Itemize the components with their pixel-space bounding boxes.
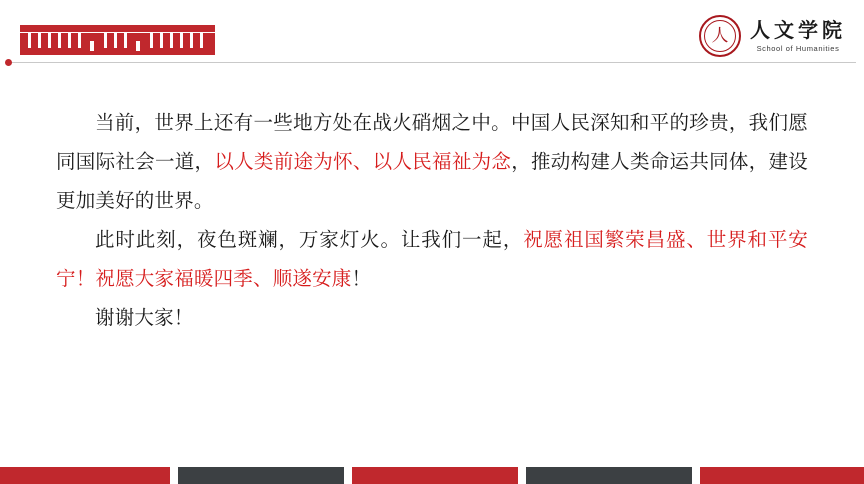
highlighted-text: 以人类前途为怀、以人民福祉为念 bbox=[214, 150, 512, 173]
building-column bbox=[104, 33, 107, 48]
building-column bbox=[58, 33, 61, 48]
school-logo bbox=[699, 14, 846, 58]
footer-bar-red-3 bbox=[700, 467, 864, 484]
footer-bar-dark-1 bbox=[178, 467, 344, 484]
school-name-en: School of Humanities bbox=[756, 43, 840, 53]
footer-bar-dark-2 bbox=[526, 467, 692, 484]
building-column bbox=[180, 33, 183, 48]
building-roof bbox=[20, 25, 215, 32]
school-name-cn: 人文学院 bbox=[750, 17, 846, 42]
slide-header bbox=[0, 0, 864, 70]
body-text: ！ bbox=[351, 267, 372, 290]
footer-bar-white-3 bbox=[518, 467, 526, 484]
paragraph-1 bbox=[56, 103, 808, 220]
footer-bars bbox=[0, 467, 864, 484]
paragraph-3 bbox=[56, 298, 808, 337]
building-column bbox=[160, 33, 163, 48]
building-column bbox=[114, 33, 117, 48]
footer-bar-white-1 bbox=[170, 467, 178, 484]
building-column bbox=[200, 33, 203, 48]
paragraph-2 bbox=[56, 220, 808, 298]
building-column bbox=[38, 33, 41, 48]
building-column bbox=[190, 33, 193, 48]
slide-body-text bbox=[56, 103, 808, 337]
building-base bbox=[20, 51, 215, 55]
red-building-emblem-icon bbox=[20, 25, 215, 55]
header-divider-dot bbox=[5, 59, 12, 66]
body-text: 此时此刻，夜色斑斓，万家灯火。让我们一起， bbox=[95, 228, 524, 251]
footer-bar-red-1 bbox=[0, 467, 170, 484]
school-seal-glyph: 人 bbox=[711, 25, 729, 46]
school-seal-icon bbox=[699, 15, 741, 57]
building-column bbox=[170, 33, 173, 48]
building-column bbox=[28, 33, 31, 48]
building-column bbox=[78, 33, 81, 48]
footer-bar-red-2 bbox=[352, 467, 518, 484]
body-text: ，推动构建人类命运共同体，建设更加美好的世界。 bbox=[56, 150, 808, 212]
school-logo-text bbox=[750, 19, 846, 54]
footer-bar-white-2 bbox=[344, 467, 352, 484]
building-column bbox=[48, 33, 51, 48]
body-text: 当前，世界上还有一些地方处在战火硝烟之中。中国人民深知和平的珍贵，我们愿同国际社会一道， bbox=[56, 111, 808, 173]
highlighted-text: 祝愿祖国繁荣昌盛、世界和平安宁！祝愿大家福暖四季、顺遂安康 bbox=[56, 228, 808, 290]
building-column bbox=[68, 33, 71, 48]
building-column bbox=[124, 33, 127, 48]
footer-bar-white-4 bbox=[692, 467, 700, 484]
header-divider bbox=[8, 62, 856, 63]
body-text: 谢谢大家！ bbox=[95, 306, 194, 329]
building-column bbox=[150, 33, 153, 48]
